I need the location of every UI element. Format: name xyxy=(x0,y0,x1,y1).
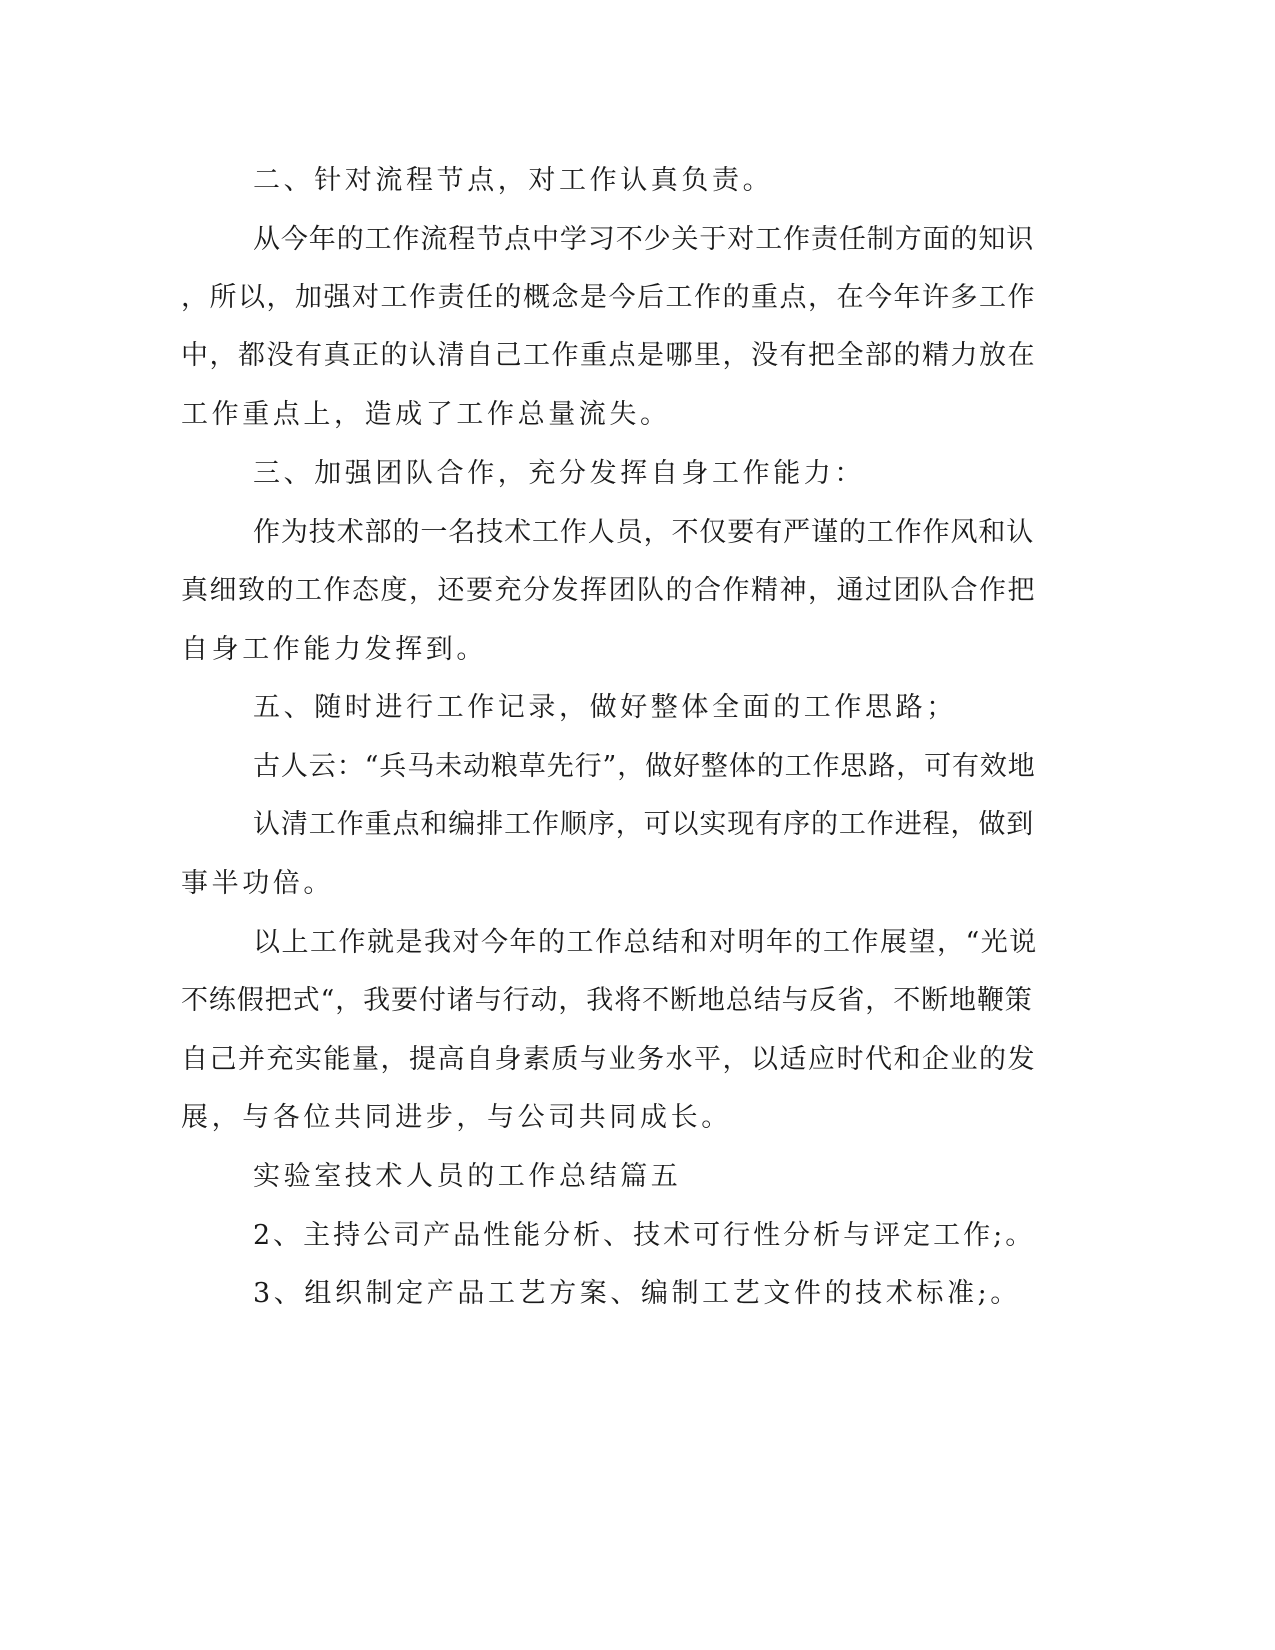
paragraph-line: 真细致的工作态度，还要充分发挥团队的合作精神，通过团队合作把 xyxy=(181,575,1036,606)
section-heading-3: 三、加强团队合作，充分发挥自身工作能力： xyxy=(253,458,865,489)
paragraph-line: 作为技术部的一名技术工作人员，不仅要有严谨的工作作风和认 xyxy=(253,517,1035,548)
paragraph-line: 自己并充实能量，提高自身素质与业务水平，以适应时代和企业的发 xyxy=(181,1044,1036,1075)
paragraph-line: 不练假把式“，我要付诸与行动，我将不断地总结与反省，不断地鞭策 xyxy=(181,985,1033,1016)
list-item: 3、组织制定产品工艺方案、编制工艺文件的技术标准;。 xyxy=(253,1278,1021,1309)
paragraph-line: 自身工作能力发挥到。 xyxy=(181,634,487,665)
paragraph-line: ，所以，加强对工作责任的概念是今后工作的重点，在今年许多工作 xyxy=(181,282,1036,313)
paragraph-line: 事半功倍。 xyxy=(181,868,334,899)
article-title: 实验室技术人员的工作总结篇五 xyxy=(253,1161,682,1192)
paragraph-line: 古人云：“兵马未动粮草先行”，做好整体的工作思路，可有效地 xyxy=(253,751,1036,782)
section-heading-5: 五、随时进行工作记录，做好整体全面的工作思路； xyxy=(253,692,957,723)
paragraph-line: 以上工作就是我对今年的工作总结和对明年的工作展望，“光说 xyxy=(253,927,1038,958)
list-item: 2、主持公司产品性能分析、技术可行性分析与评定工作;。 xyxy=(253,1220,1036,1251)
paragraph-line: 中，都没有真正的认清自己工作重点是哪里，没有把全部的精力放在 xyxy=(181,340,1036,371)
paragraph-line: 工作重点上，造成了工作总量流失。 xyxy=(181,399,671,430)
paragraph-line: 展，与各位共同进步，与公司共同成长。 xyxy=(181,1102,732,1133)
paragraph-line: 从今年的工作流程节点中学习不少关于对工作责任制方面的知识 xyxy=(253,224,1035,255)
section-heading-2: 二、针对流程节点，对工作认真负责。 xyxy=(253,165,774,196)
paragraph-line: 认清工作重点和编排工作顺序，可以实现有序的工作进程，做到 xyxy=(253,809,1035,840)
